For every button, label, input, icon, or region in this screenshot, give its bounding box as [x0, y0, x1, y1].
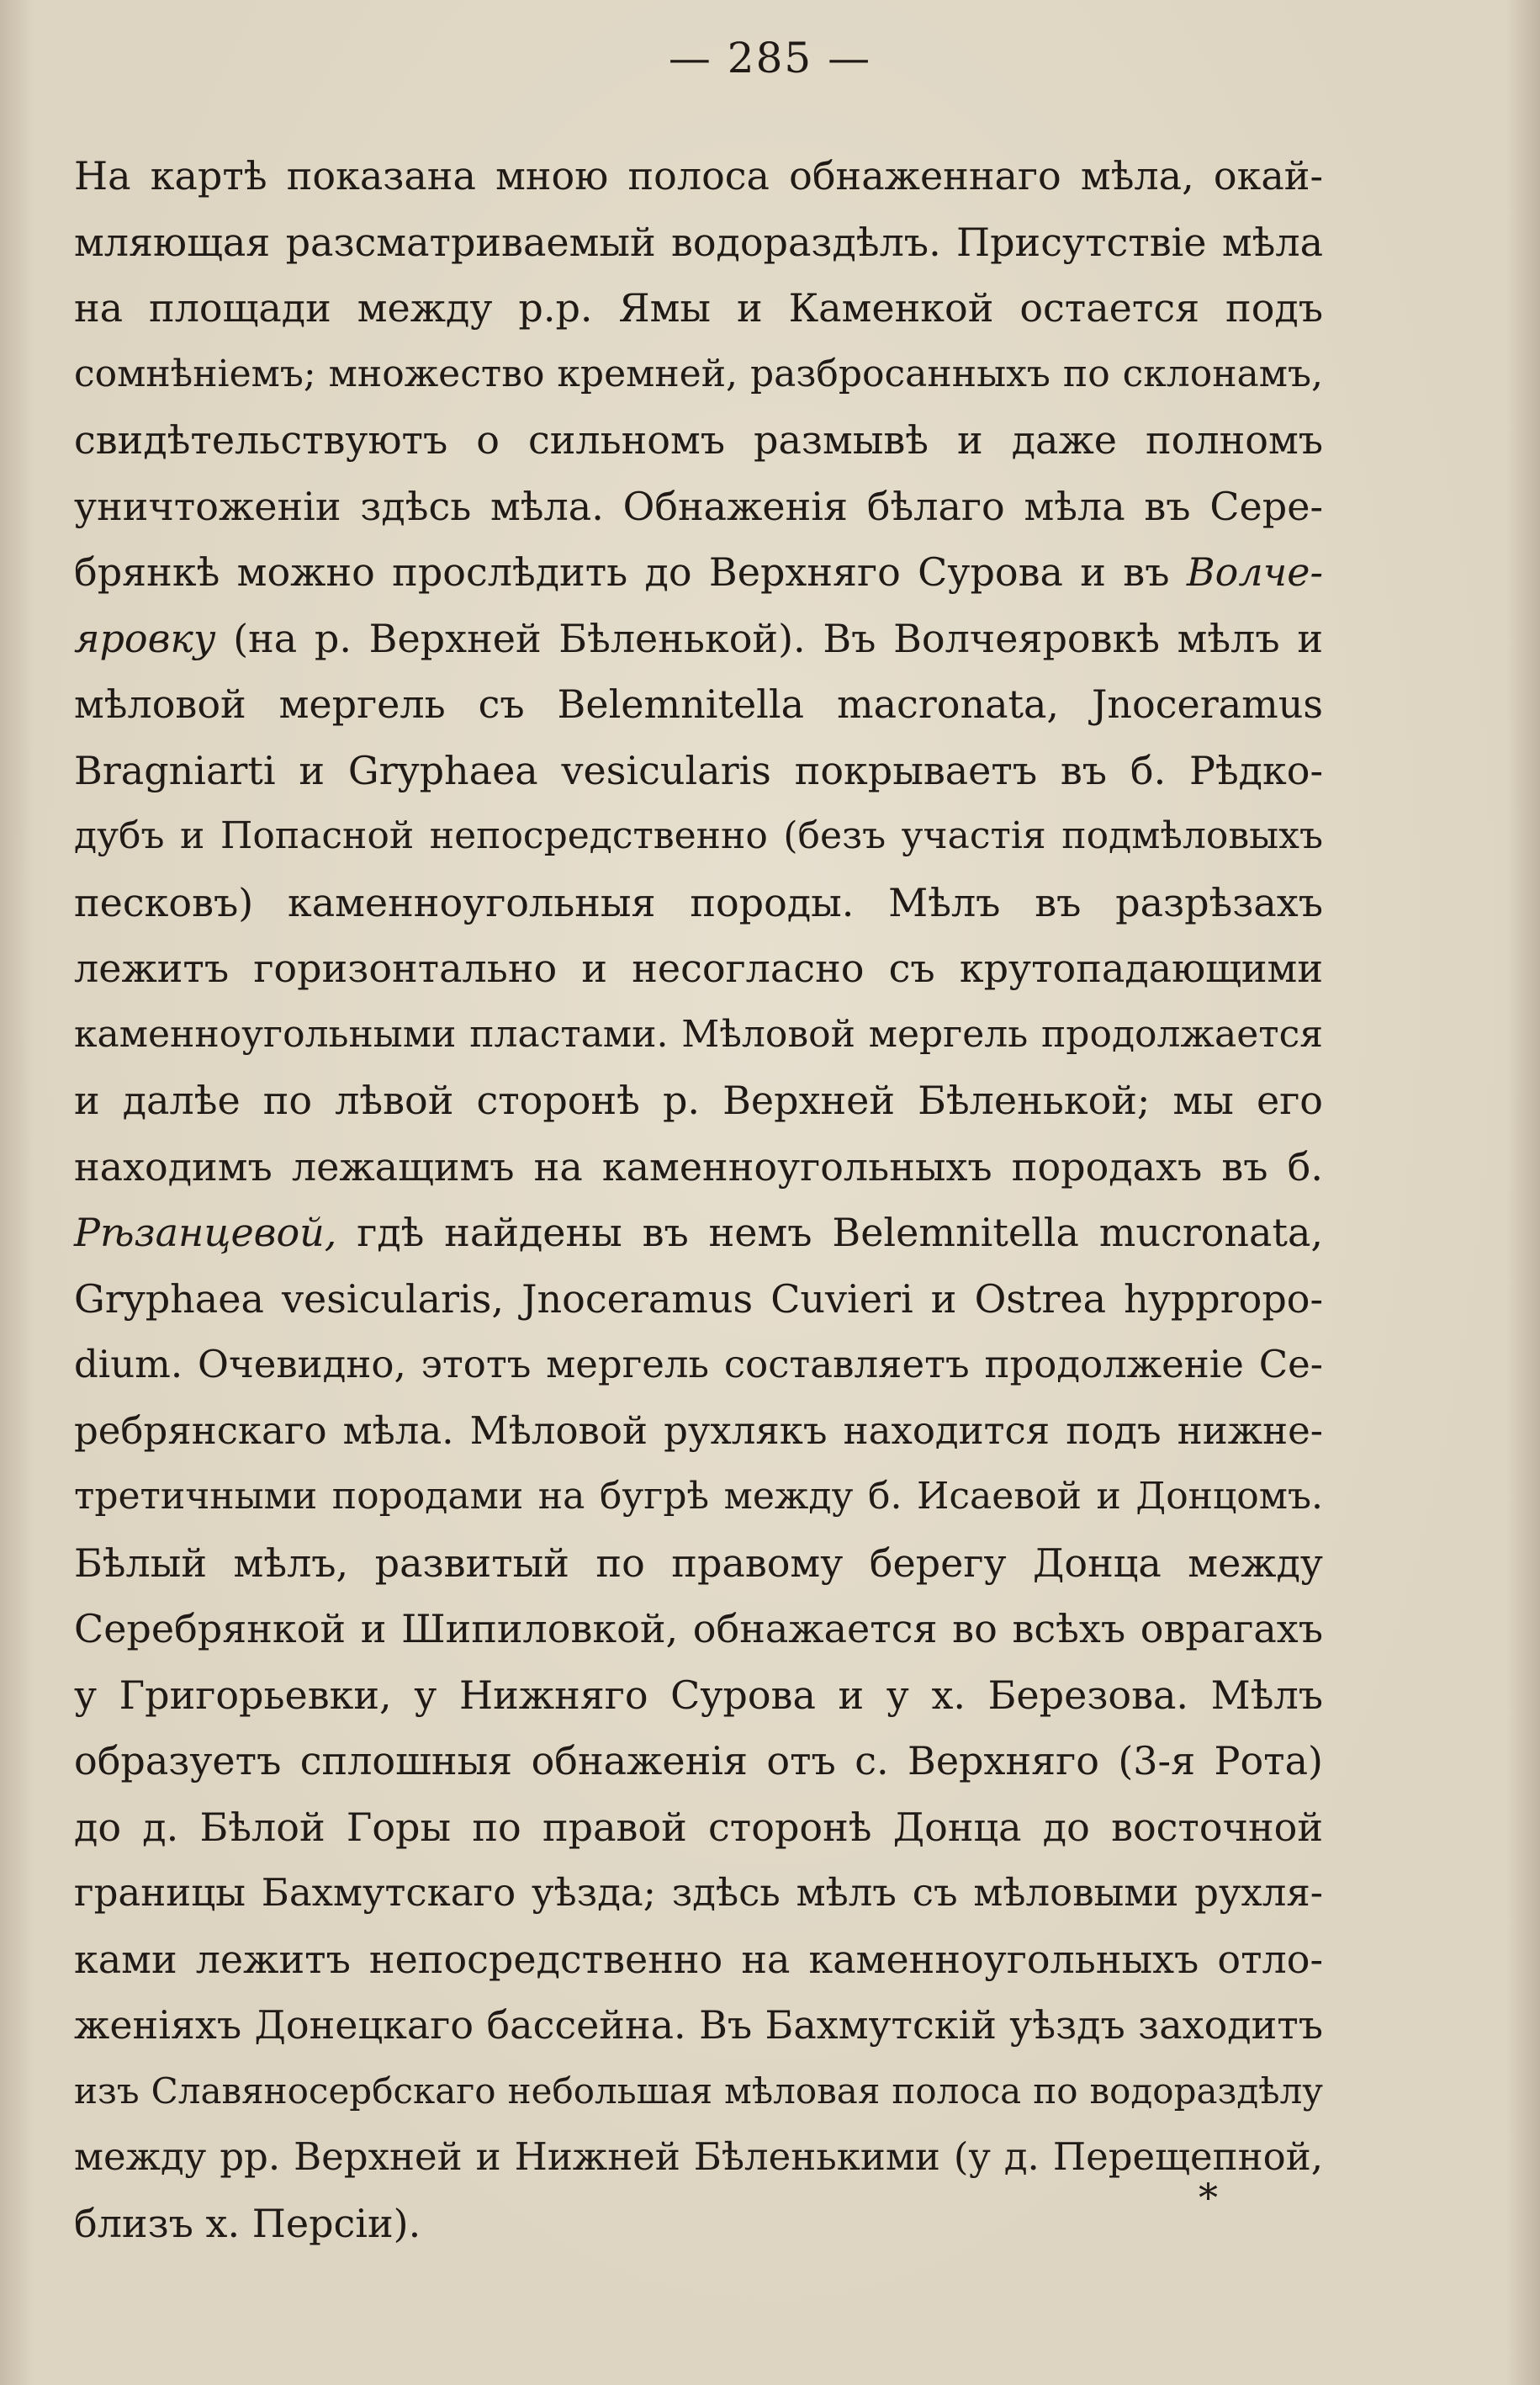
text-line	[74, 474, 1323, 540]
text-line	[74, 1728, 1323, 1794]
text-segment: образуетъ сплошныя обнаженія отъ с. Верхняго (3-я Рота)	[74, 1738, 1323, 1783]
text-line	[74, 275, 1323, 342]
page-number: — 285 —	[668, 34, 872, 82]
footer-asterisk: *	[1199, 2175, 1218, 2220]
text-line	[74, 803, 1323, 870]
text-segment: мляющая разсматриваемый водораздѣлъ. Присутствіе мѣла	[74, 219, 1323, 265]
text-line	[74, 143, 1323, 209]
text-segment: уничтоженіи здѣсь мѣла. Обнаженія бѣлаго мѣла въ Сере-	[74, 483, 1323, 529]
text-line	[74, 870, 1323, 936]
text-segment: Бѣлый мѣлъ, развитый по правому берегу Донца между	[74, 1540, 1323, 1586]
text-line	[74, 342, 1323, 408]
text-line	[74, 1134, 1323, 1200]
text-line	[74, 1002, 1323, 1068]
text-line	[74, 539, 1323, 606]
text-line	[74, 1530, 1323, 1597]
text-segment: свидѣтельствуютъ о сильномъ размывѣ и даже полномъ	[74, 417, 1323, 463]
text-line	[74, 2124, 1323, 2191]
text-segment: песковъ) каменноугольныя породы. Мѣлъ въ разрѣзахъ	[74, 879, 1323, 925]
italic-text: яровку	[74, 615, 216, 661]
text-line	[74, 2059, 1323, 2125]
text-segment: лежитъ горизонтально и несогласно съ крутопадающими	[74, 946, 1323, 991]
text-segment: брянкѣ можно прослѣдить до Верхняго Сурова и въ	[74, 549, 1187, 595]
text-segment: ребрянскаго мѣла. Мѣловой рухлякъ находится подъ нижне-	[74, 1407, 1323, 1453]
text-line	[74, 1992, 1323, 2059]
text-segment: между рр. Верхней и Нижней Бѣленькими (у д. Перещепной,	[74, 2134, 1323, 2179]
text-segment: ками лежитъ непосредственно на каменноугольныхъ отло-	[74, 1936, 1323, 1982]
text-line	[74, 1068, 1323, 1134]
text-line	[74, 1464, 1323, 1530]
text-segment: (на р. Верхней Бѣленькой). Въ Волчеяровкѣ мѣлъ и	[215, 615, 1323, 661]
text-line	[74, 1794, 1323, 1861]
italic-text: Рѣзанцевой,	[74, 1210, 337, 1255]
text-line	[74, 1398, 1323, 1465]
text-segment: находимъ лежащимъ на каменноугольныхъ породахъ въ б.	[74, 1143, 1323, 1190]
text-line	[74, 1200, 1323, 1266]
text-segment: дубъ и Попасной непосредственно (безъ участія подмѣловыхъ	[74, 814, 1323, 857]
text-segment: мѣловой мергель съ Belemnitella macronata, Jnoceramus	[74, 681, 1323, 727]
text-segment: и далѣе по лѣвой сторонѣ р. Верхней Бѣленькой; мы его	[74, 1078, 1323, 1123]
text-line	[74, 209, 1323, 276]
text-segment: сомнѣніемъ; множество кремней, разбросанныхъ по склонамъ,	[74, 352, 1323, 395]
text-segment: изъ Славяносербскаго небольшая мѣловая полоса по водораздѣлу	[74, 2070, 1323, 2112]
text-line	[74, 1662, 1323, 1729]
text-line	[74, 1927, 1323, 1993]
text-line	[74, 606, 1323, 672]
text-segment: Серебрянкой и Шипиловкой, обнажается во всѣхъ оврагахъ	[74, 1606, 1323, 1651]
text-segment: до д. Бѣлой Горы по правой сторонѣ Донца до восточной	[74, 1804, 1323, 1850]
text-segment: Gryphaea vesicularis, Jnoceramus Cuvieri и Ostrea hyppropo-	[74, 1275, 1323, 1322]
text-line	[74, 1596, 1323, 1662]
body-text	[74, 143, 1323, 2256]
text-segment: на площади между р.р. Ямы и Каменкой остается подъ	[74, 285, 1323, 331]
text-line	[74, 1860, 1323, 1927]
text-line	[74, 935, 1323, 1002]
text-segment: третичными породами на бугрѣ между б. Исаевой и Донцомъ.	[74, 1475, 1323, 1518]
text-line	[74, 2191, 1323, 2257]
text-segment: Bragniarti и Gryphaea vesicularis покрываетъ въ б. Рѣдко-	[74, 747, 1323, 793]
text-segment: границы Бахмутскаго уѣзда; здѣсь мѣлъ съ мѣловыми рухля-	[74, 1870, 1323, 1915]
text-segment: каменноугольными пластами. Мѣловой мергель продолжается	[74, 1012, 1323, 1056]
text-segment: женіяхъ Донецкаго бассейна. Въ Бахмутскій уѣздъ заходитъ	[74, 2002, 1323, 2048]
italic-text: Волче-	[1186, 549, 1323, 595]
text-segment: у Григорьевки, у Нижняго Сурова и у х. Березова. Мѣлъ	[74, 1672, 1323, 1718]
text-line	[74, 407, 1323, 474]
text-segment: На картѣ показана мною полоса обнаженнаго мѣла, окай-	[74, 153, 1323, 199]
text-segment: гдѣ найдены въ немъ Belemnitella mucronata,	[336, 1210, 1323, 1255]
text-line	[74, 1332, 1323, 1398]
text-line	[74, 738, 1323, 804]
text-segment: близъ х. Персіи).	[74, 2200, 421, 2246]
text-line	[74, 1266, 1323, 1333]
text-segment: dium. Очевидно, этотъ мергель составляетъ продолженіе Се-	[74, 1342, 1323, 1386]
text-line	[74, 671, 1323, 738]
